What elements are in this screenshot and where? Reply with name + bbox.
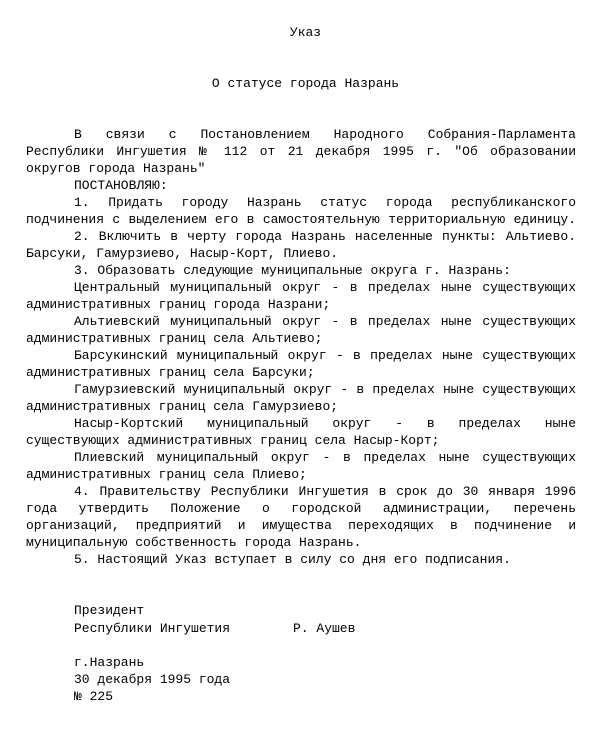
- issue-place: г.Назрань: [74, 655, 145, 670]
- body-line: Плиевский муниципальный округ - в пределах ныне существующих: [74, 450, 576, 465]
- body-line: существующих административных границ села Насыр-Корт;: [26, 433, 440, 448]
- body-line: муниципальную собственность города Назрань.: [26, 535, 362, 550]
- body-line: административных границ села Плиево;: [26, 467, 307, 482]
- body-line: 5. Настоящий Указ вступает в силу со дня его подписания.: [74, 552, 511, 567]
- document-title: Указ: [289, 25, 322, 40]
- signature-position: Президент: [74, 603, 145, 618]
- body-line: Насыр-Кортский муниципальный округ - в пределах ныне: [74, 416, 576, 431]
- body-line: административных границ села Барсуки;: [26, 365, 315, 380]
- body-line: В связи с Постановлением Народного Собрания-Парламента: [74, 127, 576, 142]
- decree-keyword: ПОСТАНОВЛЯЮ:: [74, 178, 168, 193]
- body-line: 2. Включить в черту города Назрань населенные пункты: Альтиево.: [74, 229, 576, 244]
- body-line: Барсуки, Гамурзиево, Насыр-Корт, Плиево.: [26, 246, 339, 261]
- body-line: организаций, предприятий и имущества переходящих в подчинение и: [26, 518, 576, 533]
- body-line: Республики Ингушетия № 112 от 21 декабря 1995 г. "Об образовании: [26, 144, 576, 159]
- signature-name: Р. Аушев: [293, 621, 356, 636]
- body-line: административных границ села Гамурзиево;: [26, 399, 339, 414]
- body-line: Гамурзиевский муниципальный округ - в пределах ныне существующих: [74, 382, 576, 397]
- body-line: Альтиевский муниципальный округ - в пределах ныне существующих: [74, 314, 576, 329]
- decree-number: № 225: [74, 689, 114, 704]
- body-line: 4. Правительству Республики Ингушетия в срок до 30 января 1996: [74, 484, 576, 499]
- body-line: административных границ города Назрани;: [26, 297, 331, 312]
- body-line: Центральный муниципальный округ - в пределах ныне существующих: [74, 280, 576, 295]
- body-line: Барсукинский муниципальный округ - в пределах ныне существующих: [74, 348, 576, 363]
- body-line: округов города Назрань": [26, 161, 206, 176]
- issue-date: 30 декабря 1995 года: [74, 672, 231, 687]
- document-subtitle: О статусе города Назрань: [211, 76, 400, 91]
- body-line: 3. Образовать следующие муниципальные округа г. Назрань:: [74, 263, 511, 278]
- body-line: 1. Придать городу Назрань статус города республиканского: [74, 195, 576, 210]
- body-line: подчинения с выделением его в самостоятельную территориальную единицу.: [26, 212, 576, 227]
- body-line: административных границ села Альтиево;: [26, 331, 323, 346]
- signature-position-line2: Республики Ингушетия: [74, 621, 231, 636]
- body-line: года утвердить Положение о городской администрации, перечень: [26, 501, 576, 516]
